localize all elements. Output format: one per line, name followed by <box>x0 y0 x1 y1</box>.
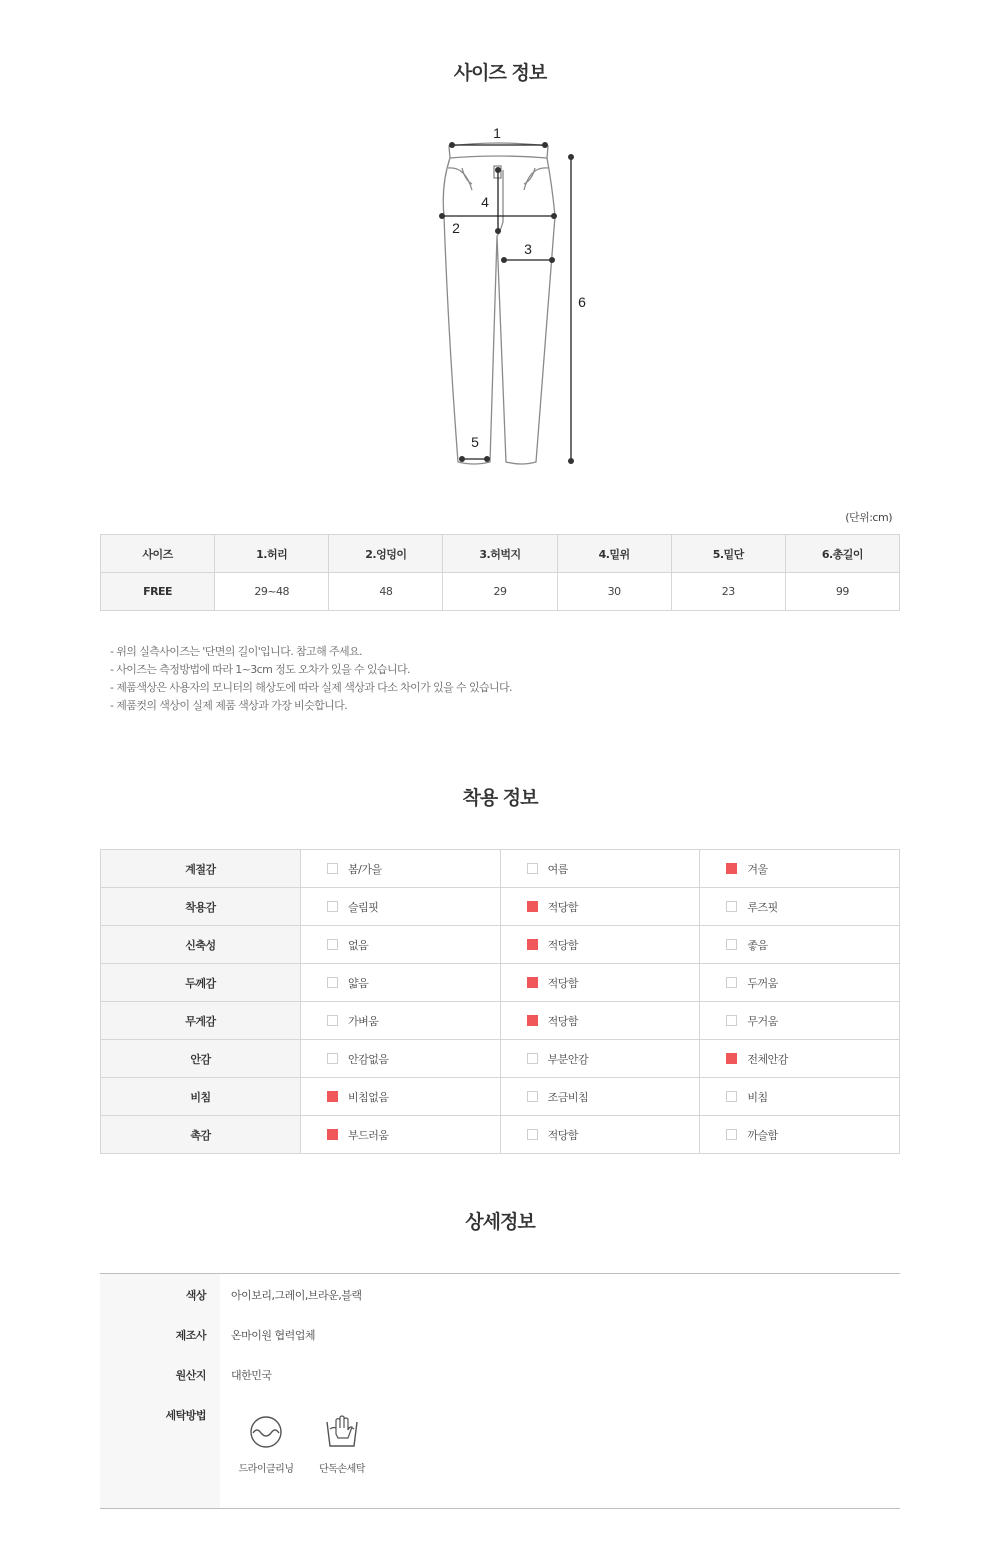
measure-lines <box>442 145 571 461</box>
unchecked-box-icon <box>327 939 338 950</box>
size-note: - 제품색상은 사용자의 모니터의 해상도에 따라 실제 색상과 다소 차이가 있을 수 있습니다. <box>110 681 512 694</box>
fit-option <box>500 1040 700 1078</box>
fit-row-label: 안감 <box>101 1040 301 1078</box>
fit-option <box>700 850 900 888</box>
fit-option <box>500 1078 700 1116</box>
unchecked-box-icon <box>726 939 737 950</box>
size-notes <box>110 643 512 715</box>
fit-row-label: 두께감 <box>101 964 301 1002</box>
size-note: - 사이즈는 측정방법에 따라 1~3cm 정도 오차가 있을 수 있습니다. <box>110 663 410 676</box>
fit-option <box>700 888 900 926</box>
fit-table <box>100 849 900 1154</box>
fit-row-label: 무게감 <box>101 1002 301 1040</box>
size-cell: 99 <box>785 573 899 611</box>
fit-option-label: 전체안감 <box>747 1052 788 1066</box>
unchecked-box-icon <box>726 1091 737 1102</box>
fit-row-label: 신축성 <box>101 926 301 964</box>
fit-option-label: 얇음 <box>348 976 369 990</box>
size-header-cell: 4.밑위 <box>557 535 671 573</box>
fit-row <box>101 1040 900 1078</box>
fit-option-label: 비침없음 <box>348 1090 389 1104</box>
fit-option <box>700 1116 900 1154</box>
size-header-cell: 6.총길이 <box>785 535 899 573</box>
fit-row <box>101 1116 900 1154</box>
measure-label-6: 6 <box>578 294 586 310</box>
size-info-title: 사이즈 정보 <box>453 62 547 84</box>
wash-method <box>307 1414 377 1475</box>
fit-option <box>700 1002 900 1040</box>
fit-option <box>500 1116 700 1154</box>
size-header-cell: 3.허벅지 <box>443 535 557 573</box>
fit-row-label: 비침 <box>101 1078 301 1116</box>
fit-option <box>301 964 501 1002</box>
fit-option-label: 적당함 <box>547 976 579 990</box>
size-header-cell: 1.허리 <box>215 535 329 573</box>
fit-option <box>301 1002 501 1040</box>
fit-option <box>301 888 501 926</box>
fit-option-label: 적당함 <box>547 1014 579 1028</box>
unchecked-box-icon <box>527 863 538 874</box>
fit-option-label: 무거움 <box>747 1014 778 1028</box>
detail-label-column <box>100 1274 220 1508</box>
checked-box-icon <box>527 901 538 912</box>
unchecked-box-icon <box>726 977 737 988</box>
fit-option-label: 안감없음 <box>348 1052 389 1066</box>
color-value: 아이보리,그레이,브라운,블랙 <box>231 1289 362 1302</box>
fit-row-label: 촉감 <box>101 1116 301 1154</box>
fit-option <box>301 1040 501 1078</box>
measure-label-3: 3 <box>524 241 532 257</box>
fit-option-label: 없음 <box>348 938 369 952</box>
unchecked-box-icon <box>527 1053 538 1064</box>
dry-clean-icon <box>248 1414 284 1450</box>
wash-method-label: 드라이클리닝 <box>238 1464 294 1475</box>
fit-option <box>500 888 700 926</box>
fit-option-label: 좋음 <box>747 938 768 952</box>
checked-box-icon <box>527 977 538 988</box>
fit-row <box>101 1002 900 1040</box>
fit-option-label: 봄/가을 <box>348 862 382 876</box>
fit-option-label: 까슬함 <box>747 1128 778 1142</box>
color-label: 색상 <box>185 1289 206 1302</box>
size-cell: 48 <box>329 573 443 611</box>
wash-method-label: 단독손세탁 <box>319 1464 365 1475</box>
checked-box-icon <box>726 1053 737 1064</box>
origin-label: 원산지 <box>175 1369 206 1382</box>
fit-option-label: 적당함 <box>547 900 579 914</box>
fit-option <box>700 1078 900 1116</box>
size-cell: 30 <box>557 573 671 611</box>
fit-row <box>101 964 900 1002</box>
size-header-cell: 2.엉덩이 <box>329 535 443 573</box>
fit-option <box>301 926 501 964</box>
measure-points <box>439 142 574 464</box>
wash-label: 세탁방법 <box>165 1409 206 1422</box>
unchecked-box-icon <box>327 977 338 988</box>
fit-option-label: 겨울 <box>747 862 768 876</box>
detail-info-title: 상세정보 <box>465 1211 535 1233</box>
fit-row <box>101 1078 900 1116</box>
fit-option-label: 조금비침 <box>547 1090 589 1104</box>
size-table-row <box>101 573 900 611</box>
fit-option-label: 루즈핏 <box>747 900 778 914</box>
fit-row <box>101 926 900 964</box>
fit-option-label: 여름 <box>547 862 568 876</box>
unchecked-box-icon <box>527 1091 538 1102</box>
origin-value: 대한민국 <box>231 1369 272 1382</box>
size-cell: 29 <box>443 573 557 611</box>
fit-row <box>101 850 900 888</box>
unchecked-box-icon <box>327 863 338 874</box>
fit-option <box>700 926 900 964</box>
fit-row-label: 착용감 <box>101 888 301 926</box>
unchecked-box-icon <box>726 901 737 912</box>
unchecked-box-icon <box>726 1129 737 1140</box>
measure-label-5: 5 <box>471 434 479 450</box>
checked-box-icon <box>327 1129 338 1140</box>
fit-option <box>700 1040 900 1078</box>
measure-label-2: 2 <box>452 220 460 236</box>
fit-option-label: 두꺼움 <box>747 976 778 990</box>
fit-option <box>700 964 900 1002</box>
checked-box-icon <box>527 1015 538 1026</box>
size-table-header-row <box>101 535 900 573</box>
unit-label: (단위:cm) <box>845 511 892 524</box>
fit-option-label: 적당함 <box>547 938 579 952</box>
size-header-cell: 사이즈 <box>101 535 215 573</box>
maker-label: 제조사 <box>175 1329 206 1342</box>
fit-option <box>500 964 700 1002</box>
unchecked-box-icon <box>327 1015 338 1026</box>
fit-option <box>301 1116 501 1154</box>
measure-label-4: 4 <box>481 194 489 210</box>
fit-option <box>500 926 700 964</box>
size-row-label: FREE <box>101 573 215 611</box>
maker-value: 온마이원 협력업체 <box>231 1329 316 1342</box>
fit-option-label: 가벼움 <box>348 1014 379 1028</box>
checked-box-icon <box>527 939 538 950</box>
fit-info-title: 착용 정보 <box>462 787 538 809</box>
size-cell: 23 <box>671 573 785 611</box>
size-note: - 위의 실측사이즈는 '단면의 길이'입니다. 참고해 주세요. <box>110 645 362 658</box>
checked-box-icon <box>726 863 737 874</box>
pants-measurement-diagram <box>420 120 610 480</box>
fit-option-label: 슬림핏 <box>348 900 379 914</box>
fit-option-label: 부드러움 <box>348 1128 389 1142</box>
unchecked-box-icon <box>327 1053 338 1064</box>
fit-row-label: 계절감 <box>101 850 301 888</box>
fit-option <box>500 850 700 888</box>
unchecked-box-icon <box>327 901 338 912</box>
fit-option <box>301 850 501 888</box>
unchecked-box-icon <box>726 1015 737 1026</box>
pants-outline <box>443 143 555 464</box>
wash-method <box>231 1414 301 1475</box>
fit-option <box>500 1002 700 1040</box>
unchecked-box-icon <box>527 1129 538 1140</box>
size-table <box>100 534 900 611</box>
size-cell: 29~48 <box>215 573 329 611</box>
size-header-cell: 5.밑단 <box>671 535 785 573</box>
size-note: - 제품컷의 색상이 실제 제품 색상과 가장 비슷합니다. <box>110 699 348 712</box>
fit-option-label: 적당함 <box>547 1128 579 1142</box>
measure-label-1: 1 <box>493 125 501 141</box>
fit-row <box>101 888 900 926</box>
checked-box-icon <box>327 1091 338 1102</box>
fit-option <box>301 1078 501 1116</box>
fit-option-label: 부분안감 <box>547 1052 589 1066</box>
fit-option-label: 비침 <box>747 1090 768 1104</box>
detail-table <box>100 1273 900 1509</box>
hand-wash-icon <box>324 1414 360 1450</box>
